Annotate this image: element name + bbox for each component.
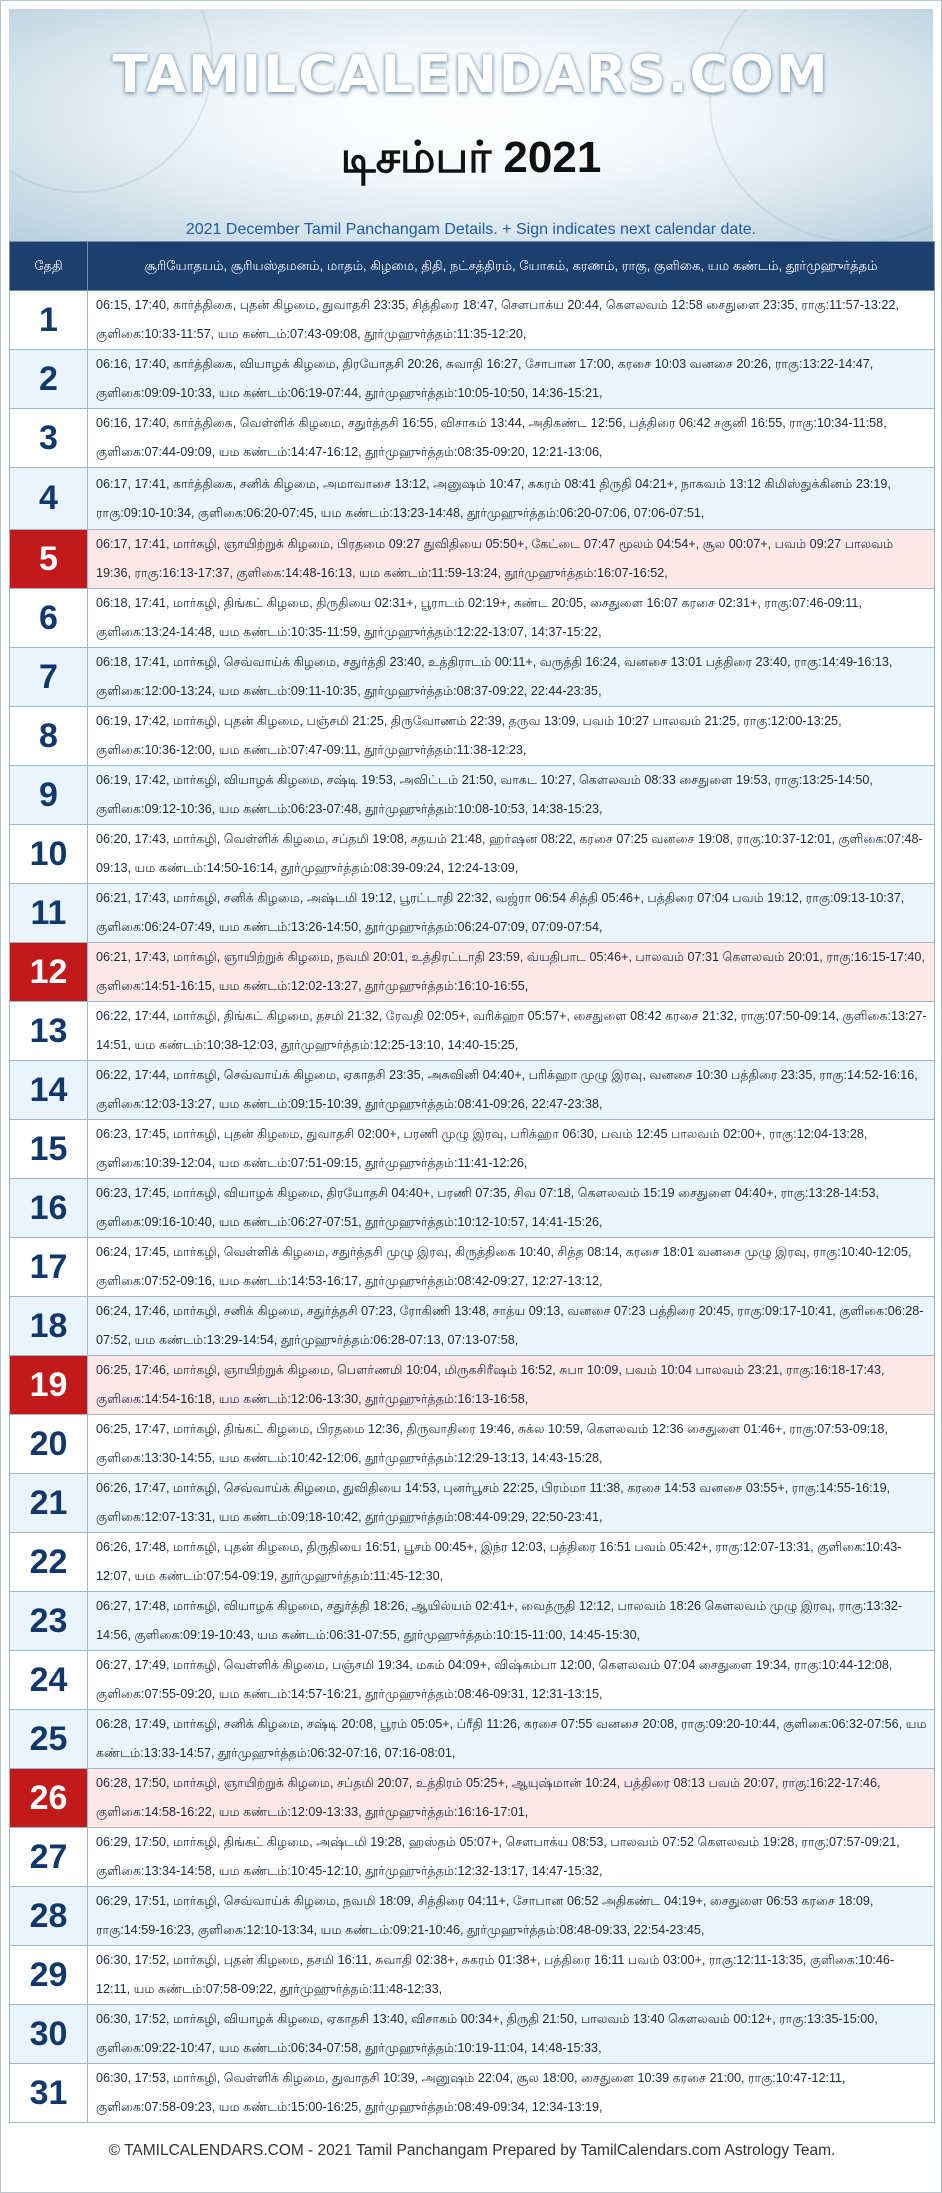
day-details: 06:16, 17:40, கார்த்திகை, வியாழக் கிழமை, திரயோதசி 20:26, சுவாதி 16:27, சோபான 17:00, கரசை 10:03 வனசை 20:26, ராகு:13:22-14:47, குளிகை:09:09-10:33, யம கண்டம்:06:19-07:44, தூர்முஹுர்த்தம்:10:05-10:50, 14:36-15:21,: [88, 350, 935, 409]
table-row: [10, 468, 935, 530]
table-row: [10, 1828, 935, 1887]
day-number: 22: [10, 1533, 88, 1592]
day-details: 06:18, 17:41, மார்கழி, திங்கட் கிழமை, திருதியை 02:31+, பூராடம் 02:19+, கண்ட 20:05, சைதுளை 16:07 கரசை 02:31+, ராகு:07:46-09:11, குளிகை:13:24-14:48, யம கண்டம்:10:35-11:59, தூர்முஹுர்த்தம்:12:22-13:07, 14:37-15:22,: [88, 589, 935, 648]
table-row: [10, 1061, 935, 1120]
table-row: [10, 1120, 935, 1179]
day-details: 06:26, 17:47, மார்கழி, செவ்வாய்க் கிழமை, துவிதியை 14:53, புனர்பூசம் 22:25, பிரம்மா 11:38, கரசை 14:53 வனசை 03:55+, ராகு:14:55-16:19, குளிகை:12:07-13:31, யம கண்டம்:09:18-10:42, தூர்முஹுர்த்தம்:08:44-09:29, 22:50-23:41,: [88, 1474, 935, 1533]
day-number: 19: [10, 1356, 88, 1415]
day-number: 30: [10, 2005, 88, 2064]
day-number: 31: [10, 2064, 88, 2123]
day-number: 26: [10, 1769, 88, 1828]
day-number: 11: [10, 884, 88, 943]
header-banner: [9, 9, 933, 241]
table-row: [10, 530, 935, 589]
day-details: 06:28, 17:49, மார்கழி, சனிக் கிழமை, சஷ்டி 20:08, பூரம் 05:05+, ப்ரீதி 11:26, கரசை 07:55 வனசை 20:08, ராகு:09:20-10:44, குளிகை:06:32-07:56, யம கண்டம்:13:33-14:57, தூர்முஹுர்த்தம்:06:32-07:16, 07:16-08:01,: [88, 1710, 935, 1769]
day-number: 6: [10, 589, 88, 648]
table-row: [10, 1710, 935, 1769]
table-row: [10, 707, 935, 766]
table-row: [10, 1592, 935, 1651]
panchangam-table: [9, 241, 935, 2123]
table-row: [10, 766, 935, 825]
table-row: [10, 350, 935, 409]
banner-swirl: [709, 9, 933, 241]
day-number: 25: [10, 1710, 88, 1769]
day-details: 06:21, 17:43, மார்கழி, ஞாயிற்றுக் கிழமை, நவமி 20:01, உத்திரட்டாதி 23:59, வ்யதிபாட 05:46+, பாலவம் 07:31 கௌலவம் 20:01, ராகு:16:15-17:40, குளிகை:14:51-16:15, யம கண்டம்:12:02-13:27, தூர்முஹுர்த்தம்:16:10-16:55,: [88, 943, 935, 1002]
day-details: 06:30, 17:52, மார்கழி, புதன் கிழமை, தசமி 16:11, சுவாதி 02:38+, சுகரம் 01:38+, பத்திரை 16:11 பவம் 03:00+, ராகு:12:11-13:35, குளிகை:10:46-12:11, யம கண்டம்:07:58-09:22, தூர்முஹுர்த்தம்:11:48-12:33,: [88, 1946, 935, 2005]
table-row: [10, 1179, 935, 1238]
day-details: 06:25, 17:46, மார்கழி, ஞாயிற்றுக் கிழமை, பௌர்ணமி 10:04, மிருகசிரீஷம் 16:52, சுபா 10:09, பவம் 10:04 பாலவம் 23:21, ராகு:16:18-17:43, குளிகை:14:54-16:18, யம கண்டம்:12:06-13:30, தூர்முஹுர்த்தம்:16:13-16:58,: [88, 1356, 935, 1415]
day-details: 06:22, 17:44, மார்கழி, செவ்வாய்க் கிழமை, ஏகாதசி 23:35, அசுவினி 04:40+, பரிக்ஹா முழு இரவு, வனசை 10:30 பத்திரை 23:35, ராகு:14:52-16:16, குளிகை:12:03-13:27, யம கண்டம்:09:15-10:39, தூர்முஹுர்த்தம்:08:41-09:26, 22:47-23:38,: [88, 1061, 935, 1120]
day-number: 2: [10, 350, 88, 409]
day-number: 15: [10, 1120, 88, 1179]
day-number: 7: [10, 648, 88, 707]
table-row: [10, 2064, 935, 2123]
day-details: 06:17, 17:41, மார்கழி, ஞாயிற்றுக் கிழமை, பிரதமை 09:27 துவிதியை 05:50+, கேட்டை 07:47 மூலம் 04:54+, சூல 00:07+, பவம் 09:27 பாலவம் 19:36, ராகு:16:13-17:37, குளிகை:14:48-16:13, யம கண்டம்:11:59-13:24, தூர்முஹுர்த்தம்:16:07-16:52,: [88, 530, 935, 589]
day-number: 28: [10, 1887, 88, 1946]
day-details: 06:22, 17:44, மார்கழி, திங்கட் கிழமை, தசமி 21:32, ரேவதி 02:05+, வரிக்ஹா 05:57+, சைதுளை 08:42 கரசை 21:32, ராகு:07:50-09:14, குளிகை:13:27-14:51, யம கண்டம்:10:38-12:03, தூர்முஹுர்த்தம்:12:25-13:10, 14:40-15:25,: [88, 1002, 935, 1061]
table-row: [10, 1356, 935, 1415]
header-details: சூரியோதயம், சூரியஸ்தமனம், மாதம், கிழமை, திதி, நட்சத்திரம், யோகம், கரணம், ராகு, குளிகை, யம கண்டம், தூர்முஹுர்த்தம்: [88, 242, 935, 291]
day-details: 06:20, 17:43, மார்கழி, வெள்ளிக் கிழமை, சப்தமி 19:08, சதயம் 21:48, ஹர்ஷன 08:22, கரசை 07:25 வனசை 19:08, ராகு:10:37-12:01, குளிகை:07:48-09:13, யம கண்டம்:14:50-16:14, தூர்முஹுர்த்தம்:08:39-09:24, 12:24-13:09,: [88, 825, 935, 884]
day-number: 9: [10, 766, 88, 825]
day-details: 06:16, 17:40, கார்த்திகை, வெள்ளிக் கிழமை, சதுர்த்தசி 16:55, விசாகம் 13:44, அதிகண்ட 12:56, பத்திரை 06:42 சகுனி 16:55, ராகு:10:34-11:58, குளிகை:07:44-09:09, யம கண்டம்:14:47-16:12, தூர்முஹுர்த்தம்:08:35-09:20, 12:21-13:06,: [88, 409, 935, 468]
month-title: டிசம்பர் 2021: [340, 133, 602, 182]
day-number: 12: [10, 943, 88, 1002]
table-row: [10, 943, 935, 1002]
footer-copyright: © TAMILCALENDARS.COM - 2021 Tamil Panchangam Prepared by TamilCalendars.com Astrology Team.: [9, 2125, 935, 2177]
day-details: 06:30, 17:53, மார்கழி, வெள்ளிக் கிழமை, துவாதசி 10:39, அனுஷம் 22:04, சூல 18:00, சைதுளை 10:39 கரசை 21:00, ராகு:10:47-12:11, குளிகை:07:58-09:23, யம கண்டம்:15:00-16:25, தூர்முஹுர்த்தம்:08:49-09:34, 12:34-13:19,: [88, 2064, 935, 2123]
table-row: [10, 291, 935, 350]
day-details: 06:27, 17:48, மார்கழி, வியாழக் கிழமை, சதுர்த்தி 18:26, ஆயில்யம் 02:41+, வைத்ருதி 12:12, பாலவம் 18:26 கௌலவம் முழு இரவு, ராகு:13:32-14:56, குளிகை:09:19-10:43, யம கண்டம்:06:31-07:55, தூர்முஹுர்த்தம்:10:15-11:00, 14:45-15:30,: [88, 1592, 935, 1651]
table-row: [10, 1533, 935, 1592]
day-details: 06:17, 17:41, கார்த்திகை, சனிக் கிழமை, அமாவாசை 13:12, அனுஷம் 10:47, சுகரம் 08:41 திருதி 04:21+, நாகவம் 13:12 கிமிஸ்துக்கினம் 23:19, ராகு:09:10-10:34, குளிகை:06:20-07:45, யம கண்டம்:13:23-14:48, தூர்முஹுர்த்தம்:06:20-07:06, 07:06-07:51,: [88, 468, 935, 530]
day-number: 5: [10, 530, 88, 589]
table-row: [10, 1415, 935, 1474]
day-number: 17: [10, 1238, 88, 1297]
day-number: 10: [10, 825, 88, 884]
day-number: 18: [10, 1297, 88, 1356]
table-row: [10, 1474, 935, 1533]
day-number: 16: [10, 1179, 88, 1238]
page-subtitle: 2021 December Tamil Panchangam Details. + Sign indicates next calendar date.: [185, 221, 757, 238]
table-row: [10, 2005, 935, 2064]
day-details: 06:23, 17:45, மார்கழி, வியாழக் கிழமை, திரயோதசி 04:40+, பரணி 07:35, சிவ 07:18, கௌலவம் 15:19 சைதுளை 04:40+, ராகு:13:28-14:53, குளிகை:09:16-10:40, யம கண்டம்:06:27-07:51, தூர்முஹுர்த்தம்:10:12-10:57, 14:41-15:26,: [88, 1179, 935, 1238]
day-details: 06:19, 17:42, மார்கழி, வியாழக் கிழமை, சஷ்டி 19:53, அவிட்டம் 21:50, வாகட 10:27, கௌலவம் 08:33 சைதுளை 19:53, ராகு:13:25-14:50, குளிகை:09:12-10:36, யம கண்டம்:06:23-07:48, தூர்முஹுர்த்தம்:10:08-10:53, 14:38-15:23,: [88, 766, 935, 825]
day-number: 3: [10, 409, 88, 468]
day-details: 06:15, 17:40, கார்த்திகை, புதன் கிழமை, துவாதசி 23:35, சித்திரை 18:47, சௌபாக்ய 20:44, கௌலவம் 12:58 சைதுளை 23:35, ராகு:11:57-13:22, குளிகை:10:33-11:57, யம கண்டம்:07:43-09:08, தூர்முஹுர்த்தம்:11:35-12:20,: [88, 291, 935, 350]
day-details: 06:27, 17:49, மார்கழி, வெள்ளிக் கிழமை, பஞ்சமி 19:34, மகம் 04:09+, விஷ்கம்பா 12:00, கௌலவம் 07:04 சைதுளை 19:34, ராகு:10:44-12:08, குளிகை:07:55-09:20, யம கண்டம்:14:57-16:21, தூர்முஹுர்த்தம்:08:46-09:31, 12:31-13:15,: [88, 1651, 935, 1710]
day-details: 06:24, 17:45, மார்கழி, வெள்ளிக் கிழமை, சதுர்த்தசி முழு இரவு, கிருத்திகை 10:40, சித்த 08:14, கரசை 18:01 வனசை முழு இரவு, ராகு:10:40-12:05, குளிகை:07:52-09:16, யம கண்டம்:14:53-16:17, தூர்முஹுர்த்தம்:08:42-09:27, 12:27-13:12,: [88, 1238, 935, 1297]
day-number: 23: [10, 1592, 88, 1651]
day-details: 06:19, 17:42, மார்கழி, புதன் கிழமை, பஞ்சமி 21:25, திருவோணம் 22:39, தருவ 13:09, பவம் 10:27 பாலவம் 21:25, ராகு:12:00-13:25, குளிகை:10:36-12:00, யம கண்டம்:07:47-09:11, தூர்முஹுர்த்தம்:11:38-12:23,: [88, 707, 935, 766]
table-row: [10, 884, 935, 943]
header-date: தேதி: [10, 242, 88, 291]
table-row: [10, 1946, 935, 2005]
table-row: [10, 589, 935, 648]
day-number: 27: [10, 1828, 88, 1887]
table-body: [10, 291, 935, 2123]
day-details: 06:29, 17:50, மார்கழி, திங்கட் கிழமை, அஷ்டமி 19:28, ஹஸ்தம் 05:07+, சௌபாக்ய 08:53, பாலவம் 07:52 கௌலவம் 19:28, ராகு:07:57-09:21, குளிகை:13:34-14:58, யம கண்டம்:10:45-12:10, தூர்முஹுர்த்தம்:12:32-13:17, 14:47-15:32,: [88, 1828, 935, 1887]
day-details: 06:29, 17:51, மார்கழி, செவ்வாய்க் கிழமை, நவமி 18:09, சித்திரை 04:11+, சோபான 06:52 அதிகண்ட 04:19+, சைதுளை 06:53 கரசை 18:09, ராகு:14:59-16:23, குளிகை:12:10-13:34, யம கண்டம்:09:21-10:46, தூர்முஹுர்த்தம்:08:48-09:33, 22:54-23:45,: [88, 1887, 935, 1946]
day-details: 06:24, 17:46, மார்கழி, சனிக் கிழமை, சதுர்த்தசி 07:23, ரோகிணி 13:48, சாத்ய 09:13, வனசை 07:23 பத்திரை 20:45, ராகு:09:17-10:41, குளிகை:06:28-07:52, யம கண்டம்:13:29-14:54, தூர்முஹுர்த்தம்:06:28-07:13, 07:13-07:58,: [88, 1297, 935, 1356]
site-logo-title[interactable]: TAMILCALENDARS.COM: [112, 45, 830, 105]
day-details: 06:30, 17:52, மார்கழி, வியாழக் கிழமை, ஏகாதசி 13:40, விசாகம் 00:34+, திருதி 21:50, பாலவம் 13:40 கௌலவம் 00:12+, ராகு:13:35-15:00, குளிகை:09:22-10:47, யம கண்டம்:06:34-07:58, தூர்முஹுர்த்தம்:10:19-11:04, 14:48-15:33,: [88, 2005, 935, 2064]
table-row: [10, 1297, 935, 1356]
day-number: 21: [10, 1474, 88, 1533]
day-details: 06:18, 17:41, மார்கழி, செவ்வாய்க் கிழமை, சதுர்த்தி 23:40, உத்திராடம் 00:11+, வருத்தி 16:24, வனசை 13:01 பத்திரை 23:40, ராகு:14:49-16:13, குளிகை:12:00-13:24, யம கண்டம்:09:11-10:35, தூர்முஹுர்த்தம்:08:37-09:22, 22:44-23:35,: [88, 648, 935, 707]
day-number: 20: [10, 1415, 88, 1474]
day-number: 1: [10, 291, 88, 350]
table-row: [10, 1769, 935, 1828]
day-number: 14: [10, 1061, 88, 1120]
table-row: [10, 1887, 935, 1946]
day-details: 06:28, 17:50, மார்கழி, ஞாயிற்றுக் கிழமை, சப்தமி 20:07, உத்திரம் 05:25+, ஆயுஷ்மான் 10:24, பத்திரை 08:13 பவம் 20:07, ராகு:16:22-17:46, குளிகை:14:58-16:22, யம கண்டம்:12:09-13:33, தூர்முஹுர்த்தம்:16:16-17:01,: [88, 1769, 935, 1828]
day-details: 06:23, 17:45, மார்கழி, புதன் கிழமை, துவாதசி 02:00+, பரணி முழு இரவு, பரிக்ஹா 06:30, பவம் 12:45 பாலவம் 02:00+, ராகு:12:04-13:28, குளிகை:10:39-12:04, யம கண்டம்:07:51-09:15, தூர்முஹுர்த்தம்:11:41-12:26,: [88, 1120, 935, 1179]
day-number: 24: [10, 1651, 88, 1710]
day-details: 06:26, 17:48, மார்கழி, புதன் கிழமை, திருதியை 16:51, பூசம் 00:45+, இந்ர 12:03, பத்திரை 16:51 பவம் 05:42+, ராகு:12:07-13:31, குளிகை:10:43-12:07, யம கண்டம்:07:54-09:19, தூர்முஹுர்த்தம்:11:45-12:30,: [88, 1533, 935, 1592]
day-number: 4: [10, 468, 88, 530]
day-details: 06:21, 17:43, மார்கழி, சனிக் கிழமை, அஷ்டமி 19:12, பூரட்டாதி 22:32, வஜ்ரா 06:54 சித்தி 05:46+, பத்திரை 07:04 பவம் 19:12, ராகு:09:13-10:37, குளிகை:06:24-07:49, யம கண்டம்:13:26-14:50, தூர்முஹுர்த்தம்:06:24-07:09, 07:09-07:54,: [88, 884, 935, 943]
day-details: 06:25, 17:47, மார்கழி, திங்கட் கிழமை, பிரதமை 12:36, திருவாதிரை 19:46, சுக்ல 10:59, கௌலவம் 12:36 சைதுளை 01:46+, ராகு:07:53-09:18, குளிகை:13:30-14:55, யம கண்டம்:10:42-12:06, தூர்முஹுர்த்தம்:12:29-13:13, 14:43-15:28,: [88, 1415, 935, 1474]
table-header-row: [10, 242, 935, 291]
day-number: 8: [10, 707, 88, 766]
table-row: [10, 1002, 935, 1061]
table-row: [10, 409, 935, 468]
table-row: [10, 825, 935, 884]
table-row: [10, 648, 935, 707]
day-number: 29: [10, 1946, 88, 2005]
table-row: [10, 1238, 935, 1297]
day-number: 13: [10, 1002, 88, 1061]
table-row: [10, 1651, 935, 1710]
